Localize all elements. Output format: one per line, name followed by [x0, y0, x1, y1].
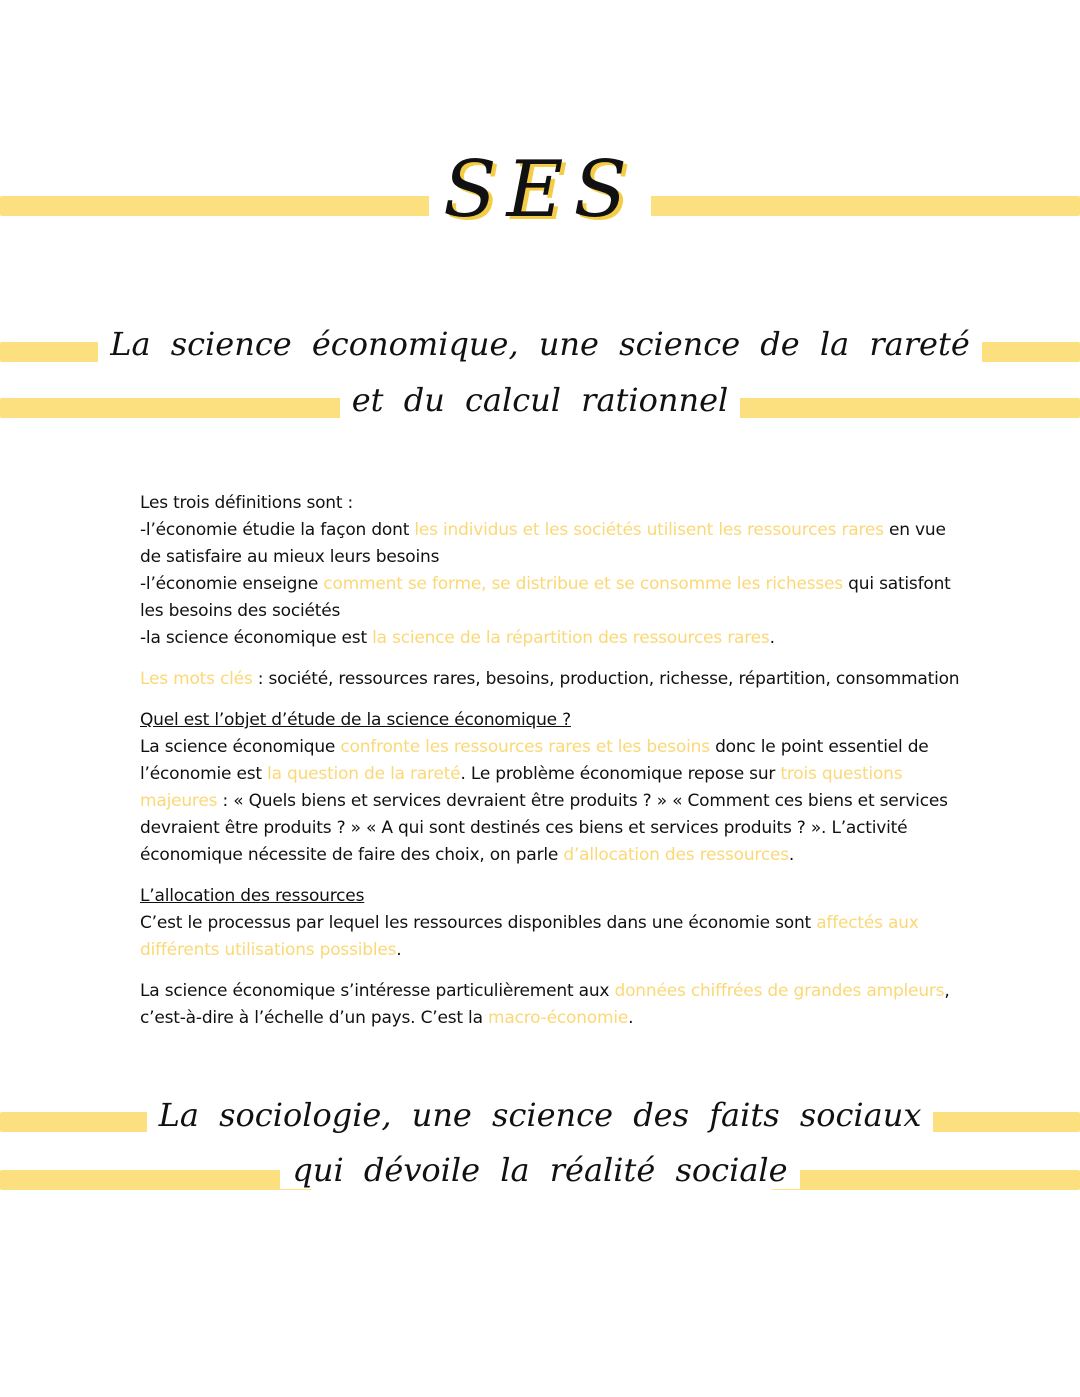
definition-3-end: .: [769, 628, 775, 648]
object-highlight-2: la question de la rareté: [267, 764, 461, 784]
object-text-4: : « Quels biens et services devraient être produits ? » « Comment ces biens et services devraient être produits ? » « A qui sont destinés ces biens et services produits ? ». L’activité économique nécessite de faire des choix, on parle: [140, 791, 948, 865]
definition-3-text: -la science économique est: [140, 628, 373, 648]
heading2-line2-text: qui dévoile la réalité sociale: [280, 1151, 799, 1189]
keywords-text: : société, ressources rares, besoins, production, richesse, répartition, consommation: [252, 669, 960, 689]
definition-1-highlight: les individus et les sociétés utilisent les ressources rares: [414, 520, 884, 540]
definition-2-highlight: comment se forme, se distribue et se consomme les richesses: [323, 574, 843, 594]
allocation-block: [140, 883, 960, 964]
object-of-study-heading: Quel est l’objet d’étude de la science économique ?: [140, 710, 571, 730]
macro-highlight-2: macro-économie: [488, 1008, 629, 1028]
heading2-line1-text: La sociologie, une science des faits sociaux: [147, 1096, 934, 1134]
allocation-heading: L’allocation des ressources: [140, 886, 365, 906]
object-highlight-4: d’allocation des ressources: [563, 845, 789, 865]
definition-2-text: -l’économie enseigne: [140, 574, 324, 594]
definition-3-highlight: la science de la répartition des ressources rares: [372, 628, 770, 648]
heading2-line2: [0, 1150, 1080, 1190]
object-highlight-3: trois questions majeures: [140, 764, 903, 811]
macro-text-2: , c’est-à-dire à l’échelle d’un pays. C’est la: [140, 981, 950, 1028]
macro-text-1: La science économique s’intéresse particulièrement aux: [140, 981, 615, 1001]
definition-2-end: qui satisfont les besoins des sociétés: [140, 574, 951, 621]
object-highlight-1: confronte les ressources rares et les besoins: [340, 737, 710, 757]
heading1-line1: [0, 324, 1080, 364]
heading1-line1-text: La science économique, une science de la rareté: [98, 325, 982, 363]
object-text-5: .: [788, 845, 795, 865]
definition-1-text: -l’économie étudie la façon dont: [140, 520, 415, 540]
macro-block: [140, 978, 960, 1032]
allocation-highlight: affectés aux différents utilisations possibles: [140, 913, 919, 960]
object-text-1: La science économique: [140, 737, 341, 757]
macro-highlight-1: données chiffrées de grandes ampleurs: [614, 981, 945, 1001]
macro-text-3: .: [628, 1008, 634, 1028]
page-title-text: SES: [429, 145, 651, 235]
object-text-3: . Le problème économique repose sur: [460, 764, 781, 784]
allocation-text-1: C’est le processus par lequel les ressources disponibles dans une économie sont: [140, 913, 817, 933]
object-text-2: donc le point essentiel de l’économie est: [140, 737, 929, 784]
definition-1-end: en vue de satisfaire au mieux leurs besoins: [140, 520, 946, 567]
definitions-block: [140, 490, 960, 652]
page-title: [0, 140, 1080, 240]
allocation-text-2: .: [396, 940, 402, 960]
heading2-line1: [0, 1095, 1080, 1135]
keywords-block: [140, 666, 960, 693]
heading1-line2: [0, 380, 1080, 420]
main-content: [140, 490, 960, 1046]
heading1-line2-text: et du calcul rationnel: [340, 381, 741, 419]
object-of-study-block: [140, 707, 960, 869]
definitions-intro: Les trois définitions sont :: [140, 493, 354, 513]
keywords-label: Les mots clés: [140, 669, 253, 689]
